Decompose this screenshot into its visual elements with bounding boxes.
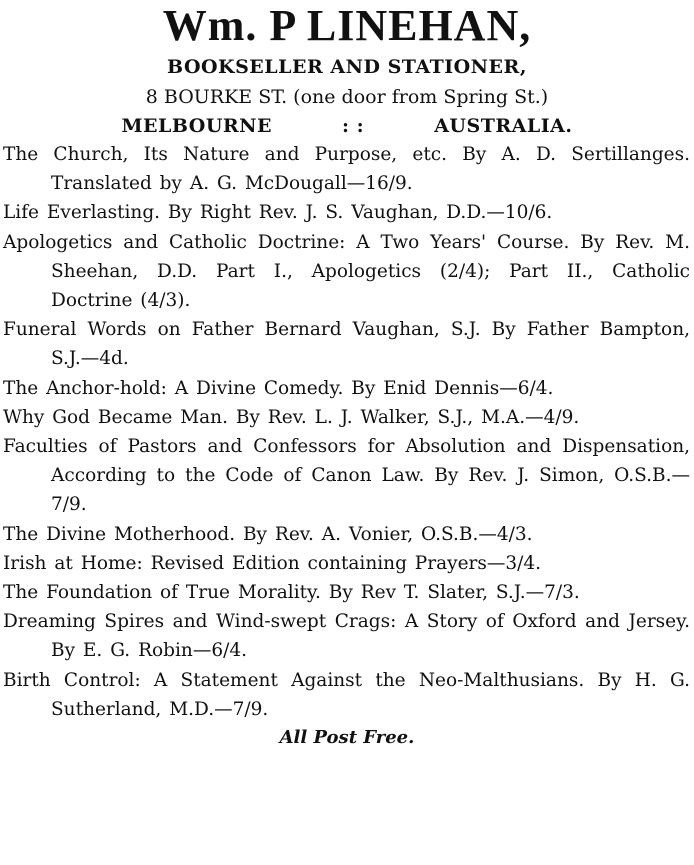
book-listing: The Foundation of True Morality. By Rev T. Slater, S.J.—7/3. xyxy=(3,582,580,604)
book-listing: The Anchor-hold: A Divine Comedy. By Enid Dennis—6/4. xyxy=(3,377,554,399)
shop-name: Wm. P LINEHAN, xyxy=(162,1,532,50)
postage-note: All Post Free. xyxy=(279,727,415,749)
country: AUSTRALIA. xyxy=(434,115,573,137)
book-listing: The Church, Its Nature and Purpose, etc. By A. D. Sertillanges. Translated by A. G. McDougall—16/9. xyxy=(3,144,690,195)
book-listing: Life Everlasting. By Right Rev. J. S. Vaughan, D.D.—10/6. xyxy=(3,202,553,224)
book-listing: The Divine Motherhood. By Rev. A. Vonier, O.S.B.—4/3. xyxy=(3,523,533,545)
location-row xyxy=(0,112,694,140)
book-listing: Birth Control: A Statement Against the Neo-Malthusians. By H. G. Sutherland, M.D.—7/9. xyxy=(3,669,690,720)
book-listing: Faculties of Pastors and Confessors for Absolution and Dispensation, According to the Code of Canon Law. By Rev. J. Simon, O.S.B.—7/9. xyxy=(3,436,690,516)
book-listing: Dreaming Spires and Wind-swept Crags: A Story of Oxford and Jersey. By E. G. Robin—6/4. xyxy=(3,611,690,662)
book-list xyxy=(0,140,694,724)
shop-subtitle: BOOKSELLER AND STATIONER, xyxy=(167,56,527,78)
book-listing: Irish at Home: Revised Edition containing Prayers—3/4. xyxy=(3,552,542,574)
book-listing: Funeral Words on Father Bernard Vaughan, S.J. By Father Bampton, S.J.—4d. xyxy=(3,319,690,370)
location-separator: : : xyxy=(342,115,365,137)
city: MELBOURNE xyxy=(121,115,273,137)
shop-address: 8 BOURKE ST. (one door from Spring St.) xyxy=(145,86,549,108)
book-listing: Apologetics and Catholic Doctrine: A Two Years' Course. By Rev. M. Sheehan, D.D. Part I., Apologetics (2/4); Part II., Catholic Doctrine (4/3). xyxy=(3,231,690,312)
book-listing: Why God Became Man. By Rev. L. J. Walker, S.J., M.A.—4/9. xyxy=(3,406,580,428)
